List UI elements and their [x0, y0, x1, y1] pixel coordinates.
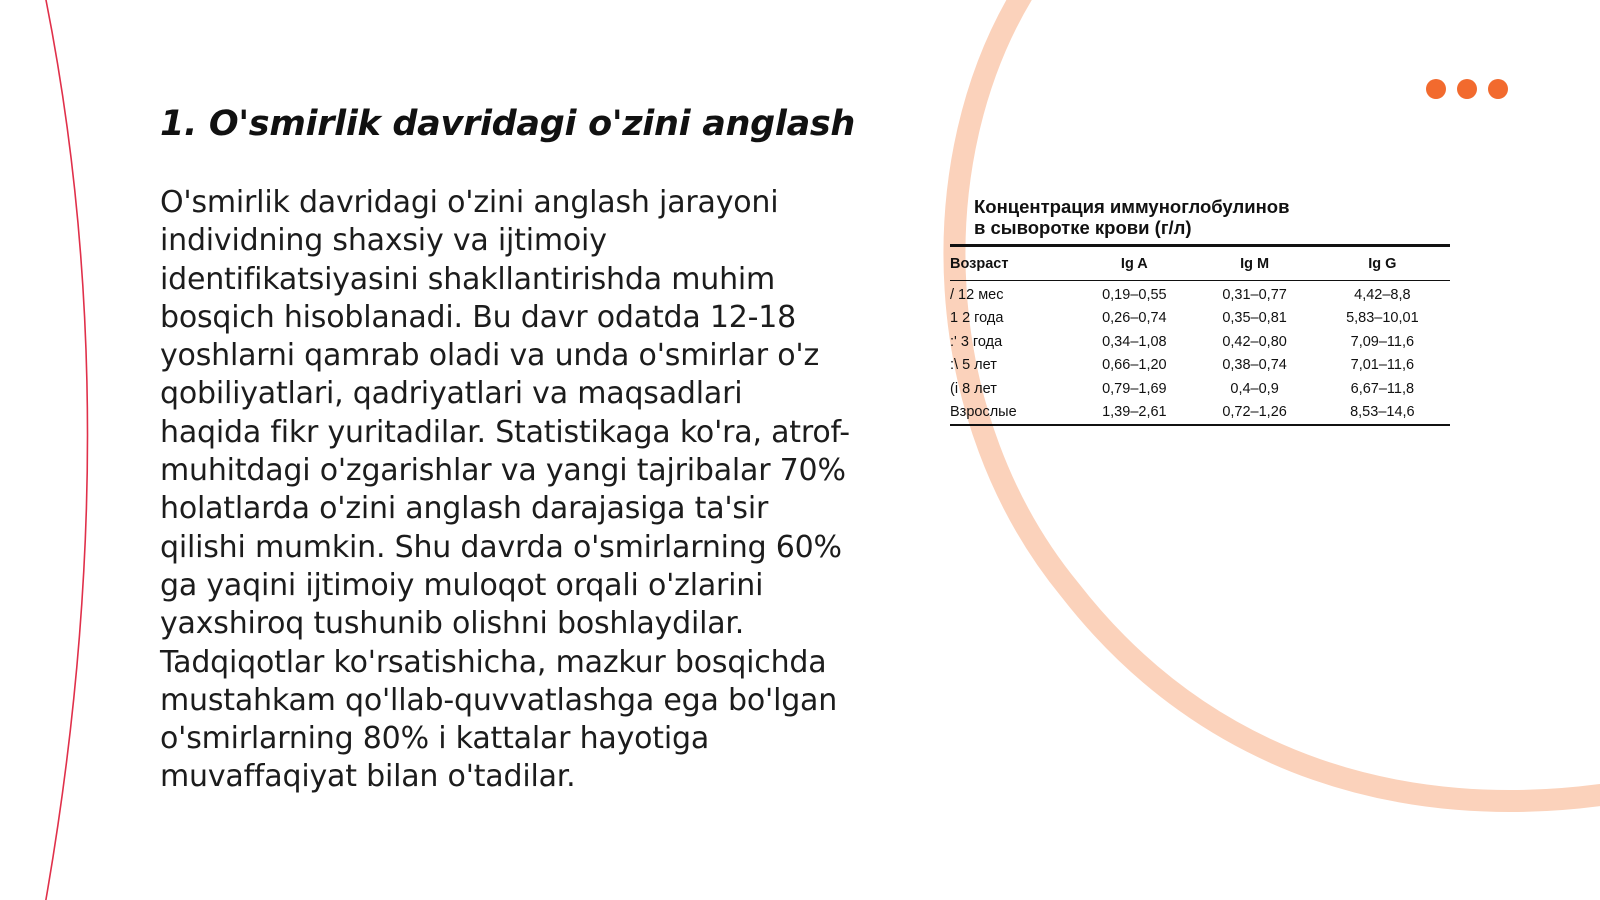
- table-row: [950, 307, 1450, 331]
- table-cell-age: 1 2 года: [950, 310, 1004, 327]
- table-row: [950, 377, 1450, 401]
- table-cell-igm: 0,72–1,26: [1222, 404, 1287, 421]
- column-header-iga: Ig A: [1120, 255, 1148, 272]
- table-cell-age: Взрослые: [950, 404, 1017, 421]
- table-cell-igm: 0,4–0,9: [1230, 380, 1279, 397]
- dot: [1457, 79, 1477, 99]
- column-header-age: Возраст: [950, 255, 1009, 272]
- table-cell-age: :' 3 года: [950, 333, 1003, 350]
- table-cell-igm: 0,38–0,74: [1222, 357, 1287, 374]
- table-cell-age: (i 8 лет: [950, 380, 997, 397]
- table-row: [950, 330, 1450, 354]
- table-row: [950, 401, 1450, 426]
- table-cell-iga: 0,26–0,74: [1102, 310, 1167, 327]
- table-cell-iga: 0,34–1,08: [1102, 333, 1167, 350]
- dot: [1426, 79, 1446, 99]
- table-caption-line-1: Концентрация иммуноглобулинов: [974, 196, 1290, 217]
- table-cell-igg: 4,42–8,8: [1354, 286, 1411, 303]
- menu-dots-icon: [1426, 79, 1508, 99]
- table-cell-iga: 0,79–1,69: [1102, 380, 1167, 397]
- immunoglobulin-table: [950, 244, 1450, 426]
- table-cell-igg: 6,67–11,8: [1350, 380, 1415, 397]
- table-cell-igm: 0,35–0,81: [1222, 310, 1287, 327]
- table-cell-igm: 0,31–0,77: [1222, 286, 1287, 303]
- table-cell-igg: 5,83–10,01: [1346, 310, 1419, 327]
- table-cell-iga: 0,66–1,20: [1102, 357, 1167, 374]
- slide-title: 1. O'smirlik davridagi o'zini anglash: [160, 104, 856, 144]
- table-row: [950, 354, 1450, 378]
- table-cell-age: :\ 5 лет: [950, 357, 997, 374]
- table-cell-iga: 1,39–2,61: [1102, 404, 1167, 421]
- immunoglobulin-table-figure: [950, 196, 1450, 426]
- table-caption: [950, 196, 1450, 238]
- column-header-igm: Ig M: [1240, 255, 1270, 272]
- table-cell-igg: 7,09–11,6: [1350, 333, 1415, 350]
- dot: [1488, 79, 1508, 99]
- table-row: [950, 281, 1450, 307]
- slide-body-text: O'smirlik davridagi o'zini anglash jarayoni individning shaxsiy va ijtimoiy identifikatsiyasini shakllantirishda muhim bosqich hisoblanadi. Bu davr odatda 12-18 yoshlarni qamrab oladi va unda o'smirlar o'z qobiliyatlari, qadriyatlari va maqsadlari haqida fikr yuritadilar. Statistikaga ko'ra, atrof-muhitdagi o'zgarishlar va yangi tajribalar 70% holatlarda o'zini anglash darajasiga ta'sir qilishi mumkin. Shu davrda o'smirlarning 60% ga yaqini ijtimoiy muloqot orqali o'zlarini yaxshiroq tushunib olishni boshlaydilar. Tadqiqotlar ko'rsatishicha, mazkur bosqichda mustahkam qo'llab-quvvatlashga ega bo'lgan o'smirlarning 80% i kattalar hayotiga muvaffaqiyat bilan o'tadilar.: [160, 185, 850, 795]
- table-header-row: [950, 246, 1450, 281]
- table-caption-line-2: в сыворотке крови (г/л): [974, 217, 1192, 238]
- table-cell-igm: 0,42–0,80: [1222, 333, 1287, 350]
- decorative-line-left: [45, 0, 88, 900]
- table-cell-igg: 8,53–14,6: [1350, 404, 1415, 421]
- table-cell-iga: 0,19–0,55: [1102, 286, 1167, 303]
- table-cell-igg: 7,01–11,6: [1350, 357, 1415, 374]
- column-header-igg: Ig G: [1368, 255, 1397, 272]
- table-cell-age: / 12 мес: [950, 286, 1004, 303]
